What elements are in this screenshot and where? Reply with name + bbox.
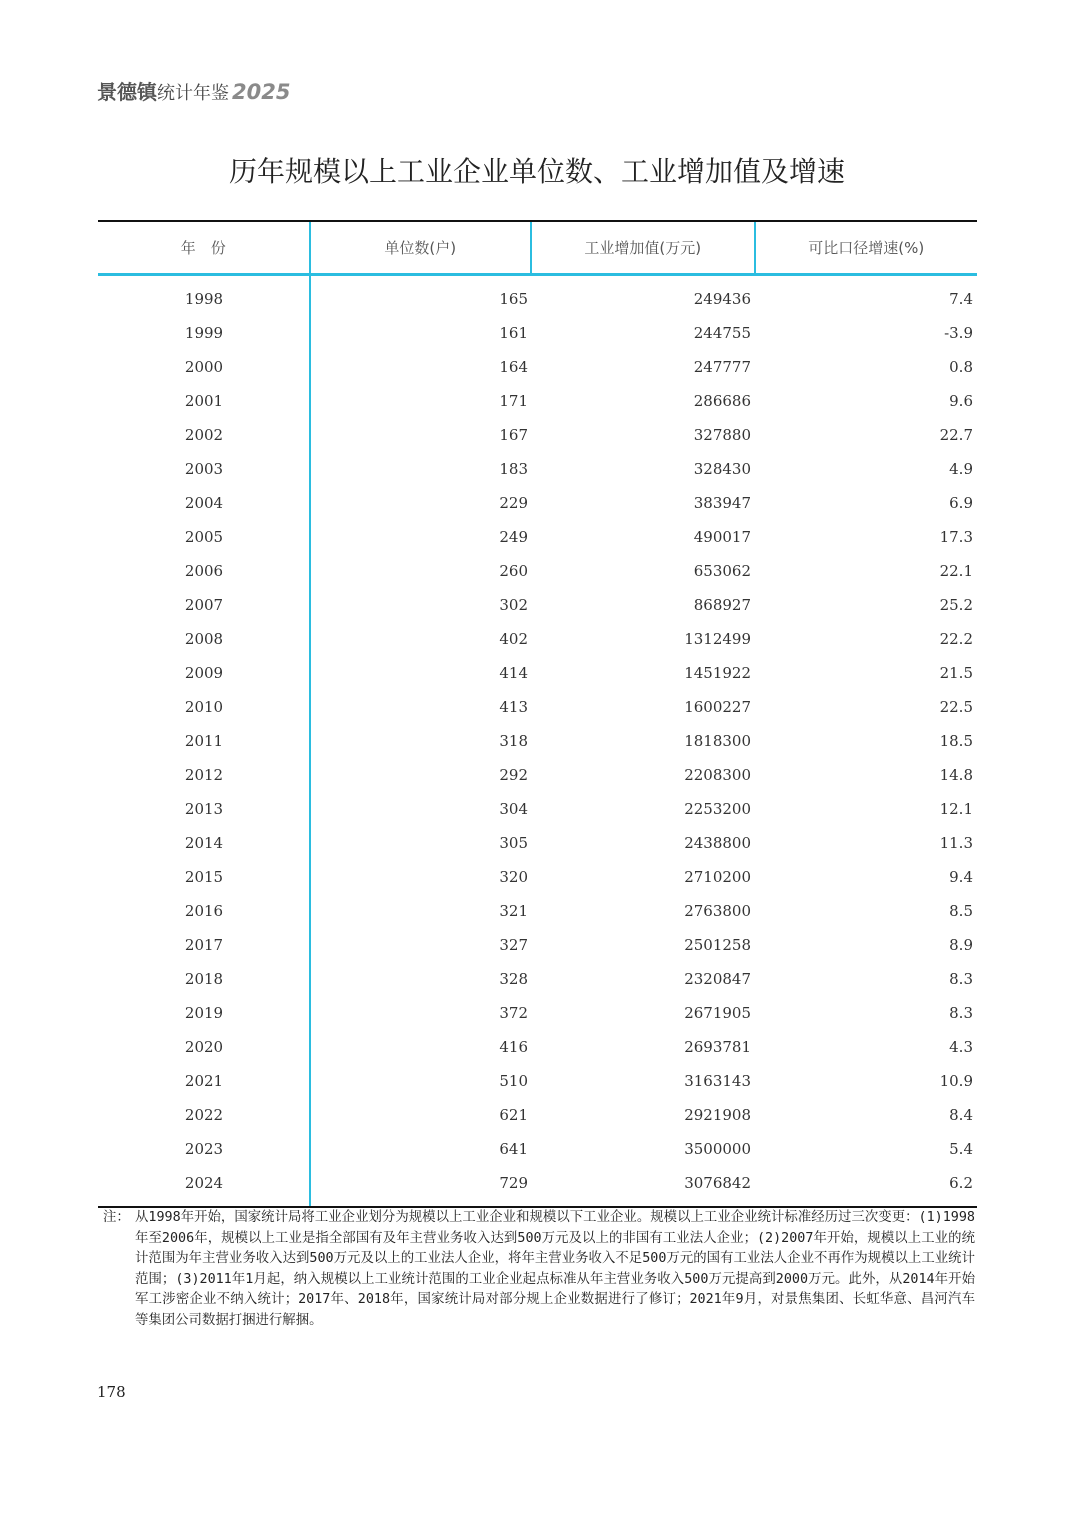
cell-year: 2023: [184, 1140, 224, 1158]
cell-growth: 25.2: [939, 596, 973, 614]
cell-year: 2022: [184, 1106, 224, 1124]
cell-units: 305: [499, 834, 528, 852]
cell-value-added: 2501258: [684, 936, 751, 954]
cell-growth: 8.4: [949, 1106, 973, 1124]
cell-growth: 11.3: [939, 834, 973, 852]
cell-growth: 6.2: [949, 1174, 973, 1192]
cell-value-added: 328430: [693, 460, 751, 478]
cell-value-added: 1451922: [684, 664, 751, 682]
cell-units: 164: [499, 358, 528, 376]
cell-units: 416: [499, 1038, 528, 1056]
cell-growth: 6.9: [949, 494, 973, 512]
cell-year: 2017: [184, 936, 224, 954]
cell-year: 2008: [184, 630, 224, 648]
cell-units: 304: [499, 800, 528, 818]
cell-value-added: 2710200: [684, 868, 751, 886]
table-row: [98, 520, 977, 554]
cell-value-added: 2693781: [684, 1038, 751, 1056]
yearbook-brand: [97, 76, 290, 105]
cell-growth: 18.5: [939, 732, 973, 750]
cell-year: 2006: [184, 562, 224, 580]
cell-growth: 0.8: [949, 358, 973, 376]
cell-year: 2009: [184, 664, 224, 682]
table-row: [98, 894, 977, 928]
cell-year: 2010: [184, 698, 224, 716]
cell-units: 413: [499, 698, 528, 716]
cell-units: 320: [499, 868, 528, 886]
table-row: [98, 1064, 977, 1098]
cell-year: 1999: [184, 324, 224, 342]
cell-value-added: 3076842: [684, 1174, 751, 1192]
cell-units: 171: [499, 392, 528, 410]
cell-units: 729: [499, 1174, 528, 1192]
cell-units: 260: [499, 562, 528, 580]
cell-units: 510: [499, 1072, 528, 1090]
cell-growth: 22.2: [939, 630, 973, 648]
cell-growth: 21.5: [939, 664, 973, 682]
cell-value-added: 383947: [693, 494, 751, 512]
cell-value-added: 2320847: [684, 970, 751, 988]
cell-units: 621: [499, 1106, 528, 1124]
cell-growth: 10.9: [939, 1072, 973, 1090]
cell-units: 402: [499, 630, 528, 648]
cell-year: 2020: [184, 1038, 224, 1056]
table-row: [98, 1166, 977, 1200]
cell-units: 229: [499, 494, 528, 512]
cell-growth: 4.9: [949, 460, 973, 478]
cell-growth: 12.1: [939, 800, 973, 818]
header-value-added: 工业增加值(万元): [530, 222, 753, 273]
cell-year: 2018: [184, 970, 224, 988]
cell-value-added: 244755: [693, 324, 751, 342]
cell-year: 2019: [184, 1004, 224, 1022]
cell-value-added: 868927: [693, 596, 751, 614]
cell-year: 2013: [184, 800, 224, 818]
cell-units: 372: [499, 1004, 528, 1022]
brand-year: 2025: [232, 80, 291, 104]
cell-growth: 7.4: [949, 290, 973, 308]
header-year: 年 份: [180, 239, 226, 257]
cell-year: 2012: [184, 766, 224, 784]
cell-growth: -3.9: [944, 324, 973, 342]
cell-value-added: 2921908: [684, 1106, 751, 1124]
cell-year: 2014: [184, 834, 224, 852]
cell-value-added: 2438800: [684, 834, 751, 852]
cell-growth: 22.1: [939, 562, 973, 580]
cell-growth: 9.4: [949, 868, 973, 886]
cell-growth: 5.4: [949, 1140, 973, 1158]
cell-value-added: 286686: [693, 392, 751, 410]
cell-value-added: 2253200: [684, 800, 751, 818]
table-row: [98, 1098, 977, 1132]
table-row: [98, 452, 977, 486]
table-row: [98, 724, 977, 758]
cell-value-added: 249436: [693, 290, 751, 308]
cell-value-added: 2763800: [684, 902, 751, 920]
table-row: [98, 996, 977, 1030]
cell-units: 318: [499, 732, 528, 750]
table-row: [98, 826, 977, 860]
cell-growth: 4.3: [949, 1038, 973, 1056]
cell-year: 2024: [184, 1174, 224, 1192]
cell-growth: 9.6: [949, 392, 973, 410]
table-row: [98, 554, 977, 588]
cell-value-added: 247777: [693, 358, 751, 376]
cell-year: 2005: [184, 528, 224, 546]
cell-value-added: 2208300: [684, 766, 751, 784]
cell-units: 165: [499, 290, 528, 308]
table-note: [103, 1208, 975, 1331]
table-row: [98, 622, 977, 656]
cell-growth: 8.3: [949, 970, 973, 988]
cell-units: 302: [499, 596, 528, 614]
cell-growth: 8.5: [949, 902, 973, 920]
cell-growth: 22.5: [939, 698, 973, 716]
cell-value-added: 1600227: [684, 698, 751, 716]
cell-growth: 8.3: [949, 1004, 973, 1022]
table-row: [98, 282, 977, 316]
table-row: [98, 758, 977, 792]
cell-value-added: 1312499: [684, 630, 751, 648]
cell-value-added: 2671905: [684, 1004, 751, 1022]
cell-units: 414: [499, 664, 528, 682]
table-row: [98, 486, 977, 520]
cell-year: 2011: [184, 732, 224, 750]
cell-growth: 22.7: [939, 426, 973, 444]
cell-year: 2002: [184, 426, 224, 444]
cell-value-added: 3163143: [684, 1072, 751, 1090]
page-title: 历年规模以上工业企业单位数、工业增加值及增速: [228, 155, 845, 188]
table-row: [98, 656, 977, 690]
table-row: [98, 860, 977, 894]
cell-year: 2015: [184, 868, 224, 886]
table-row: [98, 588, 977, 622]
cell-units: 249: [499, 528, 528, 546]
brand-book: 统计年鉴: [157, 83, 229, 104]
table-row: [98, 792, 977, 826]
cell-value-added: 327880: [693, 426, 751, 444]
table-row: [98, 1030, 977, 1064]
cell-year: 2004: [184, 494, 224, 512]
cell-value-added: 1818300: [684, 732, 751, 750]
cell-growth: 17.3: [939, 528, 973, 546]
cell-value-added: 490017: [693, 528, 751, 546]
cell-year: 2007: [184, 596, 224, 614]
table-row: [98, 384, 977, 418]
table-body: [98, 276, 977, 1206]
data-table: [98, 220, 977, 1208]
header-growth: 可比口径增速(%): [754, 222, 977, 273]
cell-year: 1998: [184, 290, 224, 308]
cell-year: 2021: [184, 1072, 224, 1090]
note-label: 注：: [103, 1210, 130, 1225]
cell-units: 327: [499, 936, 528, 954]
page-number: 178: [97, 1383, 126, 1401]
cell-units: 183: [499, 460, 528, 478]
cell-growth: 8.9: [949, 936, 973, 954]
table-row: [98, 316, 977, 350]
table-row: [98, 418, 977, 452]
cell-value-added: 3500000: [684, 1140, 751, 1158]
cell-units: 321: [499, 902, 528, 920]
brand-city: 景德镇: [97, 80, 157, 104]
cell-year: 2003: [184, 460, 224, 478]
cell-units: 292: [499, 766, 528, 784]
cell-year: 2016: [184, 902, 224, 920]
table-row: [98, 690, 977, 724]
note-text: 从1998年开始，国家统计局将工业企业划分为规模以上工业企业和规模以下工业企业。规模以上工业企业统计标准经历过三次变更：(1)1998年至2006年，规模以上工业是指全部国有及年主营业务收入达到500万元及以上的非国有工业法人企业；(2)2007年开始，规模以上工业的统计范围为年主营业务收入达到500万元及以上的工业法人企业，将年主营业务收入不足500万元的国有工业法人企业不再作为规模以上工业统计范围；(3)2011年1月起，纳入规模以上工业统计范围的工业企业起点标准从年主营业务收入500万元提高到2000万元。此外，从2014年开始军工涉密企业不纳入统计；2017年、2018年，国家统计局对部分规上企业数据进行了修订；2021年9月，对景焦集团、长虹华意、昌河汽车等集团公司数据打捆进行解捆。: [135, 1210, 975, 1328]
cell-units: 161: [499, 324, 528, 342]
table-row: [98, 928, 977, 962]
cell-growth: 14.8: [939, 766, 973, 784]
table-row: [98, 962, 977, 996]
cell-year: 2000: [184, 358, 224, 376]
header-units: 单位数(户): [309, 222, 530, 273]
cell-units: 641: [499, 1140, 528, 1158]
table-row: [98, 350, 977, 384]
cell-value-added: 653062: [693, 562, 751, 580]
cell-year: 2001: [184, 392, 224, 410]
table-header: [98, 222, 977, 276]
cell-units: 328: [499, 970, 528, 988]
table-row: [98, 1132, 977, 1166]
cell-units: 167: [499, 426, 528, 444]
